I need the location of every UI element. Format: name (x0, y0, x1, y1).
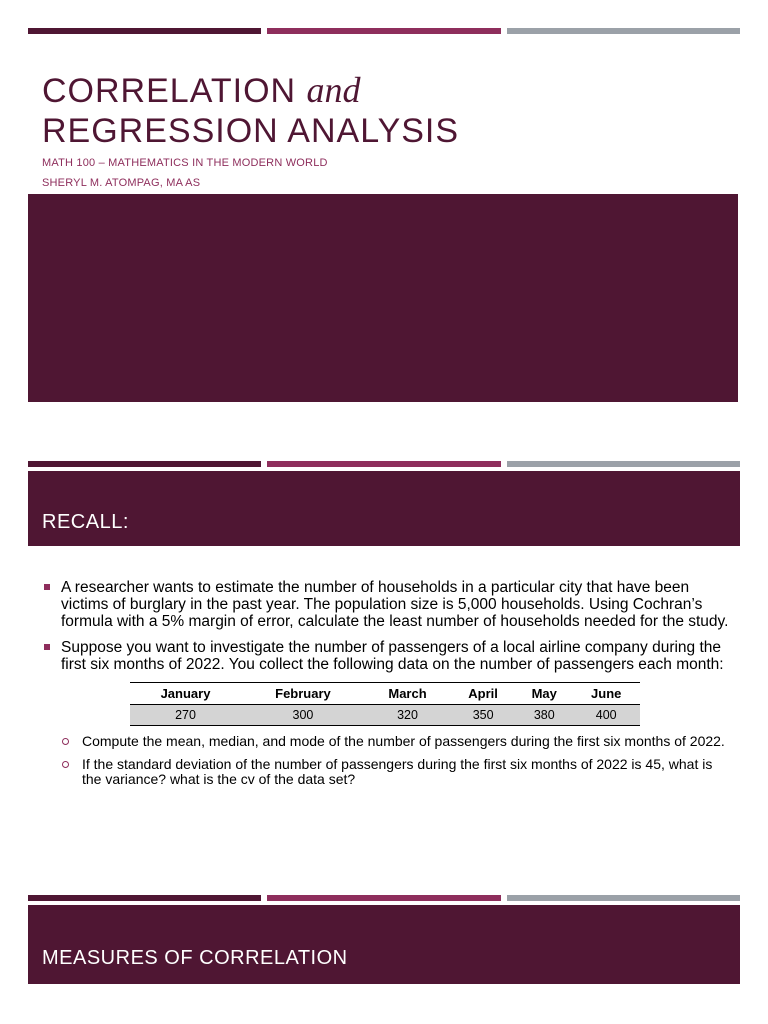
slide-title (42, 70, 459, 151)
bullet-item (44, 639, 734, 673)
square-bullet-icon (44, 644, 50, 650)
accent-bar-gray (507, 895, 740, 901)
table-cell: 350 (450, 705, 516, 726)
table-header-cell: May (516, 683, 572, 705)
title-slide (0, 0, 768, 420)
measures-header: MEASURES OF CORRELATION (42, 947, 348, 969)
bullet-text: A researcher wants to estimate the number of households in a particular city that have been victims of burglary in the past year. The population size is 5,000 households. Using Cochran’s formula with a 5% margin of error, calculate the least number of households needed for the study. (61, 579, 729, 630)
table-cell: 270 (130, 705, 241, 726)
accent-bar-magenta (267, 895, 500, 901)
bullet-item (44, 579, 734, 630)
sub-bullet-item (44, 757, 734, 787)
course-subtitle: MATH 100 – MATHEMATICS IN THE MODERN WORLD (42, 157, 328, 169)
sub-bullet-item (44, 734, 734, 749)
accent-bar-dark (28, 461, 261, 467)
accent-bar-dark (28, 28, 261, 34)
circle-bullet-icon (62, 761, 69, 768)
recall-content (44, 579, 734, 795)
author-subtitle: SHERYL M. ATOMPAG, MA AS (42, 177, 201, 189)
table-cell: 400 (572, 705, 640, 726)
accent-bar-magenta (267, 28, 500, 34)
accent-bar-dark (28, 895, 261, 901)
measures-slide (0, 890, 768, 1024)
circle-bullet-icon (62, 738, 69, 745)
table-header-cell: April (450, 683, 516, 705)
recall-header-band (28, 471, 740, 546)
recall-slide (0, 455, 768, 875)
top-accent-bars (28, 461, 740, 467)
title-line2: REGRESSION ANALYSIS (42, 112, 460, 150)
title-script-word: and (306, 70, 361, 110)
accent-bar-magenta (267, 461, 500, 467)
square-bullet-icon (44, 584, 50, 590)
accent-bar-gray (507, 28, 740, 34)
table-header-cell: June (572, 683, 640, 705)
title-line1: CORRELATION (42, 72, 307, 110)
accent-bar-gray (507, 461, 740, 467)
title-color-block (28, 194, 738, 402)
sub-bullet-text: If the standard deviation of the number of passengers during the first six months of 2022 is 45, what is the variance? what is the cv of the data set? (82, 756, 713, 787)
top-accent-bars (28, 895, 740, 901)
sub-bullet-text: Compute the mean, median, and mode of the number of passengers during the first six months of 2022. (82, 733, 725, 749)
table-cell: 300 (241, 705, 365, 726)
table-cell: 320 (365, 705, 450, 726)
recall-header: RECALL: (42, 511, 129, 533)
table-header-cell: March (365, 683, 450, 705)
table-cell: 380 (516, 705, 572, 726)
bullet-text: Suppose you want to investigate the number of passengers of a local airline company during the first six months of 2022. You collect the following data on the number of passengers each month: (61, 639, 724, 673)
top-accent-bars (28, 28, 740, 34)
table-row (130, 705, 640, 726)
table-header-cell: February (241, 683, 365, 705)
measures-header-band (28, 905, 740, 984)
passenger-table (130, 682, 640, 726)
table-header-row (130, 683, 640, 705)
table-header-cell: January (130, 683, 241, 705)
